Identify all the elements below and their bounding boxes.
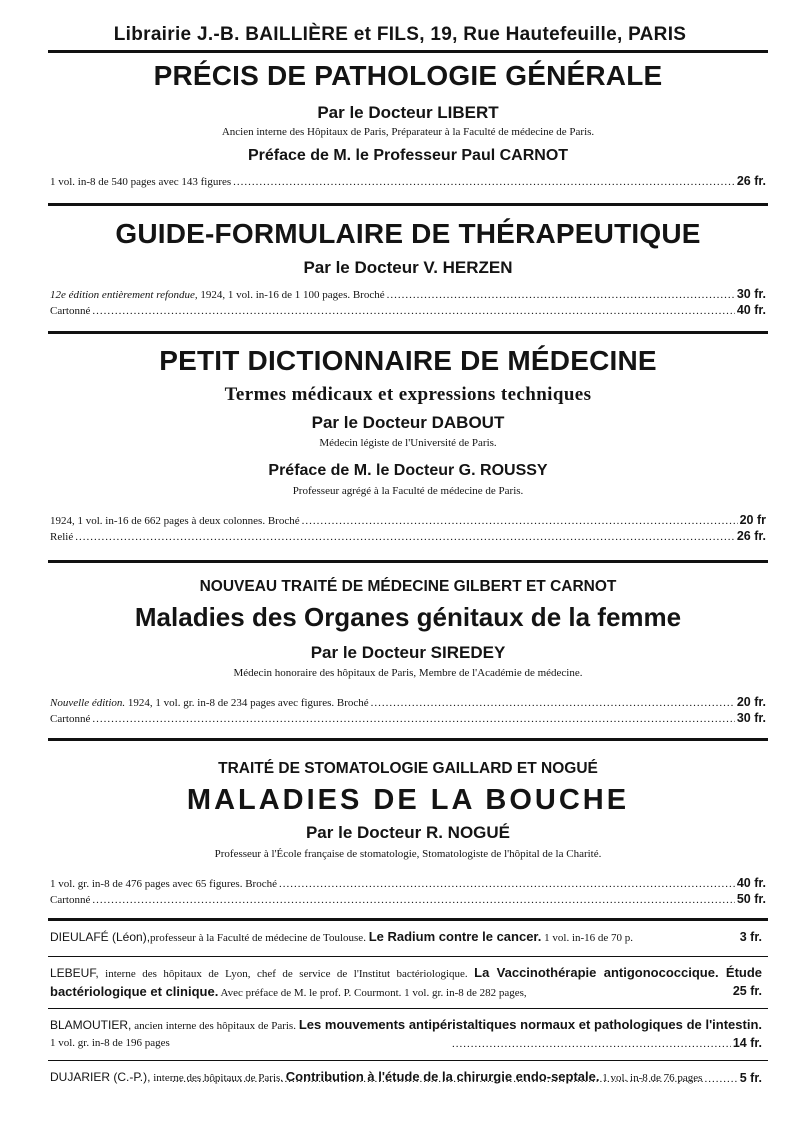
entry-description: interne des hôpitaux de Paris. (150, 1072, 284, 1084)
book2-edition (50, 287, 766, 303)
book5-title: MALADIES DE LA BOUCHE (186, 784, 630, 816)
book4-affiliation: Médecin honoraire des hôpitaux de Paris, Membre de l'Académie de médecine. (233, 667, 583, 679)
rule (48, 1060, 768, 1061)
rule (48, 50, 768, 53)
edition-price: 30 fr. (736, 711, 766, 725)
leader-dots (302, 515, 738, 527)
edition-price: 40 fr. (736, 876, 766, 890)
rule (48, 1008, 768, 1009)
entry-author: DIEULAFÉ (Léon), (50, 930, 151, 944)
entry-details: 1 vol. in-16 de 70 p. (544, 932, 634, 944)
book2-title: GUIDE-FORMULAIRE DE THÉRAPEUTIQUE (115, 218, 701, 249)
edition-price: 40 fr. (736, 303, 766, 317)
book3-edition (50, 513, 766, 529)
edition-price: 30 fr. (736, 287, 766, 301)
edition-label: Cartonné (50, 894, 91, 906)
leader-dots (233, 176, 735, 188)
leader-dots (452, 1036, 731, 1053)
leader-dots (387, 289, 735, 301)
book4-author: Par le Docteur SIREDEY (310, 643, 506, 662)
edition-label: Cartonné (50, 305, 91, 317)
book3-affiliation: Médecin légiste de l'Université de Paris. (319, 437, 497, 449)
edition-label: 1 vol. gr. in-8 de 476 pages avec 65 figures. Broché (50, 878, 277, 890)
entry-author: BLAMOUTIER, (50, 1018, 132, 1032)
edition-label (50, 289, 385, 301)
entry-dieulafe (50, 928, 762, 947)
book4-edition-cartonne (50, 711, 766, 727)
book4-title: Maladies des Organes génitaux de la femme (134, 602, 682, 632)
entry-description: interne des hôpitaux de Lyon, chef de service de l'Institut bactériologique. (98, 968, 468, 980)
book1-author: Par le Docteur LIBERT (317, 103, 499, 122)
book5-series: TRAITÉ DE STOMATOLOGIE GAILLARD ET NOGUÉ (218, 760, 598, 777)
entry-leader (450, 1035, 762, 1053)
book3-preface-affiliation: Professeur agrégé à la Faculté de médecine de Paris. (292, 485, 524, 497)
edition-price: 20 fr. (736, 695, 766, 709)
book1-edition (50, 174, 766, 190)
book3-subtitle: Termes médicaux et expressions techniques (224, 384, 592, 405)
edition-text: 1924, 1 vol. in-16 de 1 100 pages. Broché (197, 289, 385, 301)
edition-label (50, 697, 369, 709)
entry-details: Avec préface de M. le prof. P. Courmont. 1 vol. gr. in-8 de 282 pages, (220, 987, 527, 999)
entry-title: La Vaccinothérapie antigonococcique. Étude bactériologique et clinique. (50, 965, 763, 999)
book5-edition (50, 876, 766, 892)
rule (48, 203, 768, 206)
book2-author: Par le Docteur V. HERZEN (303, 258, 513, 277)
book1-title: PRÉCIS DE PATHOLOGIE GÉNÉRALE (153, 60, 663, 91)
edition-price: 20 fr (739, 513, 766, 527)
book1-affiliation: Ancien interne des Hôpitaux de Paris, Préparateur à la Faculté de médecine de Paris. (221, 126, 595, 138)
book3-author: Par le Docteur DABOUT (311, 413, 505, 432)
entry-line (50, 928, 762, 947)
leader-dots (371, 697, 735, 709)
leader-dots (172, 1071, 738, 1088)
book3-preface: Préface de M. le Docteur G. ROUSSY (268, 462, 548, 479)
leader-dots (92, 713, 734, 725)
book1-preface: Préface de M. le Professeur Paul CARNOT (247, 147, 569, 164)
publisher-header: Librairie J.-B. BAILLIÈRE et FILS, 19, Rue Hautefeuille, PARIS (113, 24, 687, 45)
entry-description: ancien interne des hôpitaux de Paris. (131, 1020, 296, 1032)
entry-blamoutier (50, 1016, 762, 1053)
rule (48, 738, 768, 741)
leader-dots (279, 878, 735, 890)
book4-series: NOUVEAU TRAITÉ DE MÉDECINE GILBERT ET CARNOT (199, 578, 617, 595)
entry-description: professeur à la Faculté de médecine de Toulouse. (150, 932, 366, 944)
entry-price: 5 fr. (739, 1071, 762, 1085)
rule (48, 956, 768, 957)
edition-price: 50 fr. (736, 892, 766, 906)
entry-price: 3 fr. (739, 930, 762, 944)
edition-label: 1 vol. in-8 de 540 pages avec 143 figures (50, 176, 232, 188)
entry-details: 1 vol. gr. in-8 de 196 pages (50, 1037, 170, 1049)
edition-price: 26 fr. (736, 529, 766, 543)
edition-price: 26 fr. (736, 174, 766, 188)
book4-edition (50, 695, 766, 711)
book2-edition-cartonne (50, 303, 766, 319)
book3-edition-relie (50, 529, 766, 545)
rule (48, 560, 768, 563)
entry-dujarier (50, 1068, 762, 1088)
book5-affiliation: Professeur à l'École française de stomatologie, Stomatologiste de l'hôpital de la Charité. (214, 848, 602, 860)
entry-author: DUJARIER (C.-P.), (50, 1070, 151, 1084)
entry-details: 1 vol. in-8 de 76 pages (602, 1072, 703, 1084)
leader-dots (92, 305, 734, 317)
book5-author: Par le Docteur R. NOGUÉ (305, 823, 511, 842)
edition-note: Nouvelle édition. (50, 697, 126, 709)
entry-title: Contribution à l'étude de la chirurgie endo-septale. (285, 1069, 600, 1084)
entry-title: Le Radium contre le cancer. (368, 929, 542, 944)
rule (48, 331, 768, 334)
edition-label: Cartonné (50, 713, 91, 725)
rule (48, 918, 768, 921)
entry-lebeuf (50, 964, 762, 1002)
leader-dots (92, 894, 734, 906)
entry-author: LEBEUF, (50, 966, 99, 980)
entry-title: Les mouvements antipéristaltiques normaux et pathologiques de l'intestin. (298, 1017, 763, 1032)
edition-text: 1924, 1 vol. gr. in-8 de 234 pages avec figures. Broché (125, 697, 369, 709)
edition-note: 12e édition entièrement refondue, (50, 289, 198, 301)
leader-dots (75, 531, 735, 543)
entry-leader (170, 1070, 762, 1088)
entry-price: 14 fr. (732, 1036, 762, 1050)
book5-edition-cartonne (50, 892, 766, 908)
book3-title: PETIT DICTIONNAIRE DE MÉDECINE (159, 345, 657, 376)
edition-label: Relié (50, 531, 74, 543)
edition-label: 1924, 1 vol. in-16 de 662 pages à deux colonnes. Broché (50, 515, 300, 527)
entry-price: 25 fr. (732, 984, 762, 998)
